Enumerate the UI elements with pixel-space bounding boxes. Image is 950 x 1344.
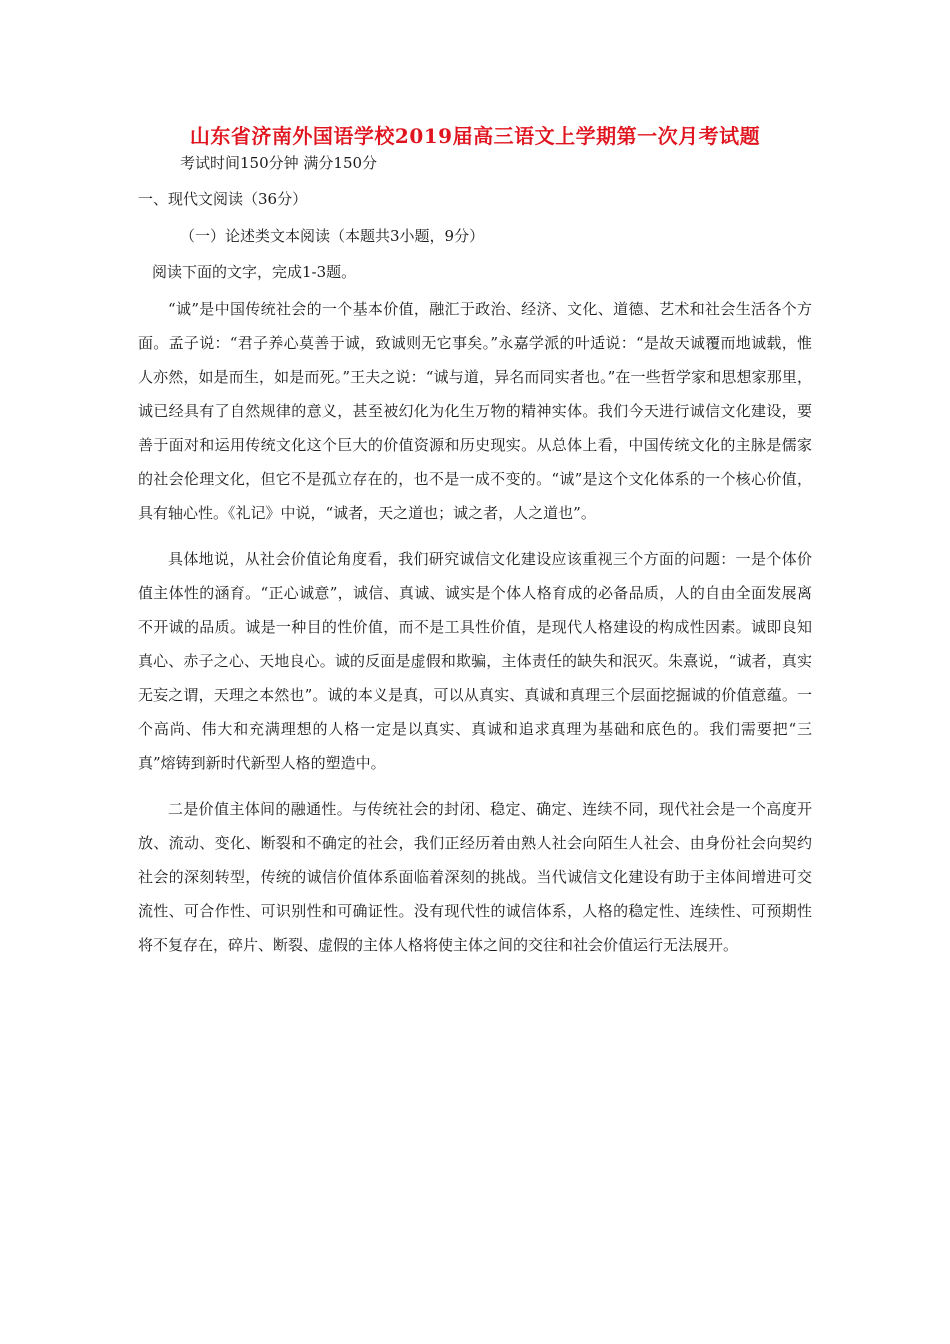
reading-instruction: 阅读下面的文字，完成1-3题。 [152, 263, 357, 281]
section-heading: 一、现代文阅读（36分） [138, 190, 308, 208]
document-title: 山东省济南外国语学校2019届高三语文上学期第一次月考试题 [189, 124, 761, 148]
paragraph-3: 二是价值主体间的融通性。与传统社会的封闭、稳定、确定、连续不同，现代社会是一个高度开放、流动、变化、断裂和不确定的社会，我们正经历着由熟人社会向陌生人社会、由身份社会向契约社会的深刻转型，传统的诚信价值体系面临着深刻的挑战。当代诚信文化建设有助于主体间增进可交流性、可合作性、可识别性和可确证性。没有现代性的诚信体系，人格的稳定性、连续性、可预期性将不复存在，碎片、断裂、虚假的主体人格将使主体之间的交往和社会价值运行无法展开。 [138, 800, 812, 954]
exam-info: 考试时间150分钟 满分150分 [180, 154, 378, 172]
subsection-heading: （一）论述类文本阅读（本题共3小题，9分） [180, 227, 485, 245]
paragraph-2: 具体地说，从社会价值论角度看，我们研究诚信文化建设应该重视三个方面的问题：一是个体价值主体性的涵育。“正心诚意”，诚信、真诚、诚实是个体人格育成的必备品质，人的自由全面发展离不开诚的品质。诚是一种目的性价值，而不是工具性价值，是现代人格建设的构成性因素。诚即良知真心、赤子之心、天地良心。诚的反面是虚假和欺骗，主体责任的缺失和泯灭。朱熹说，“诚者，真实无妄之谓，天理之本然也”。诚的本义是真，可以从真实、真诚和真理三个层面挖掘诚的价值意蕴。一个高尚、伟大和充满理想的人格一定是以真实、真诚和追求真理为基础和底色的。我们需要把“三真”熔铸到新时代新型人格的塑造中。 [138, 550, 812, 772]
article-body [138, 292, 812, 974]
paragraph-1: “诚”是中国传统社会的一个基本价值，融汇于政治、经济、文化、道德、艺术和社会生活各个方面。孟子说：“君子养心莫善于诚，致诚则无它事矣。”永嘉学派的叶适说：“是故天诚覆而地诚载，惟人亦然，如是而生，如是而死。”王夫之说：“诚与道，异名而同实者也。”在一些哲学家和思想家那里，诚已经具有了自然规律的意义，甚至被幻化为化生万物的精神实体。我们今天进行诚信文化建设，要善于面对和运用传统文化这个巨大的价值资源和历史现实。从总体上看，中国传统文化的主脉是儒家的社会伦理文化，但它不是孤立存在的，也不是一成不变的。“诚”是这个文化体系的一个核心价值，具有轴心性。《礼记》中说，“诚者，天之道也；诚之者，人之道也”。 [138, 300, 812, 522]
